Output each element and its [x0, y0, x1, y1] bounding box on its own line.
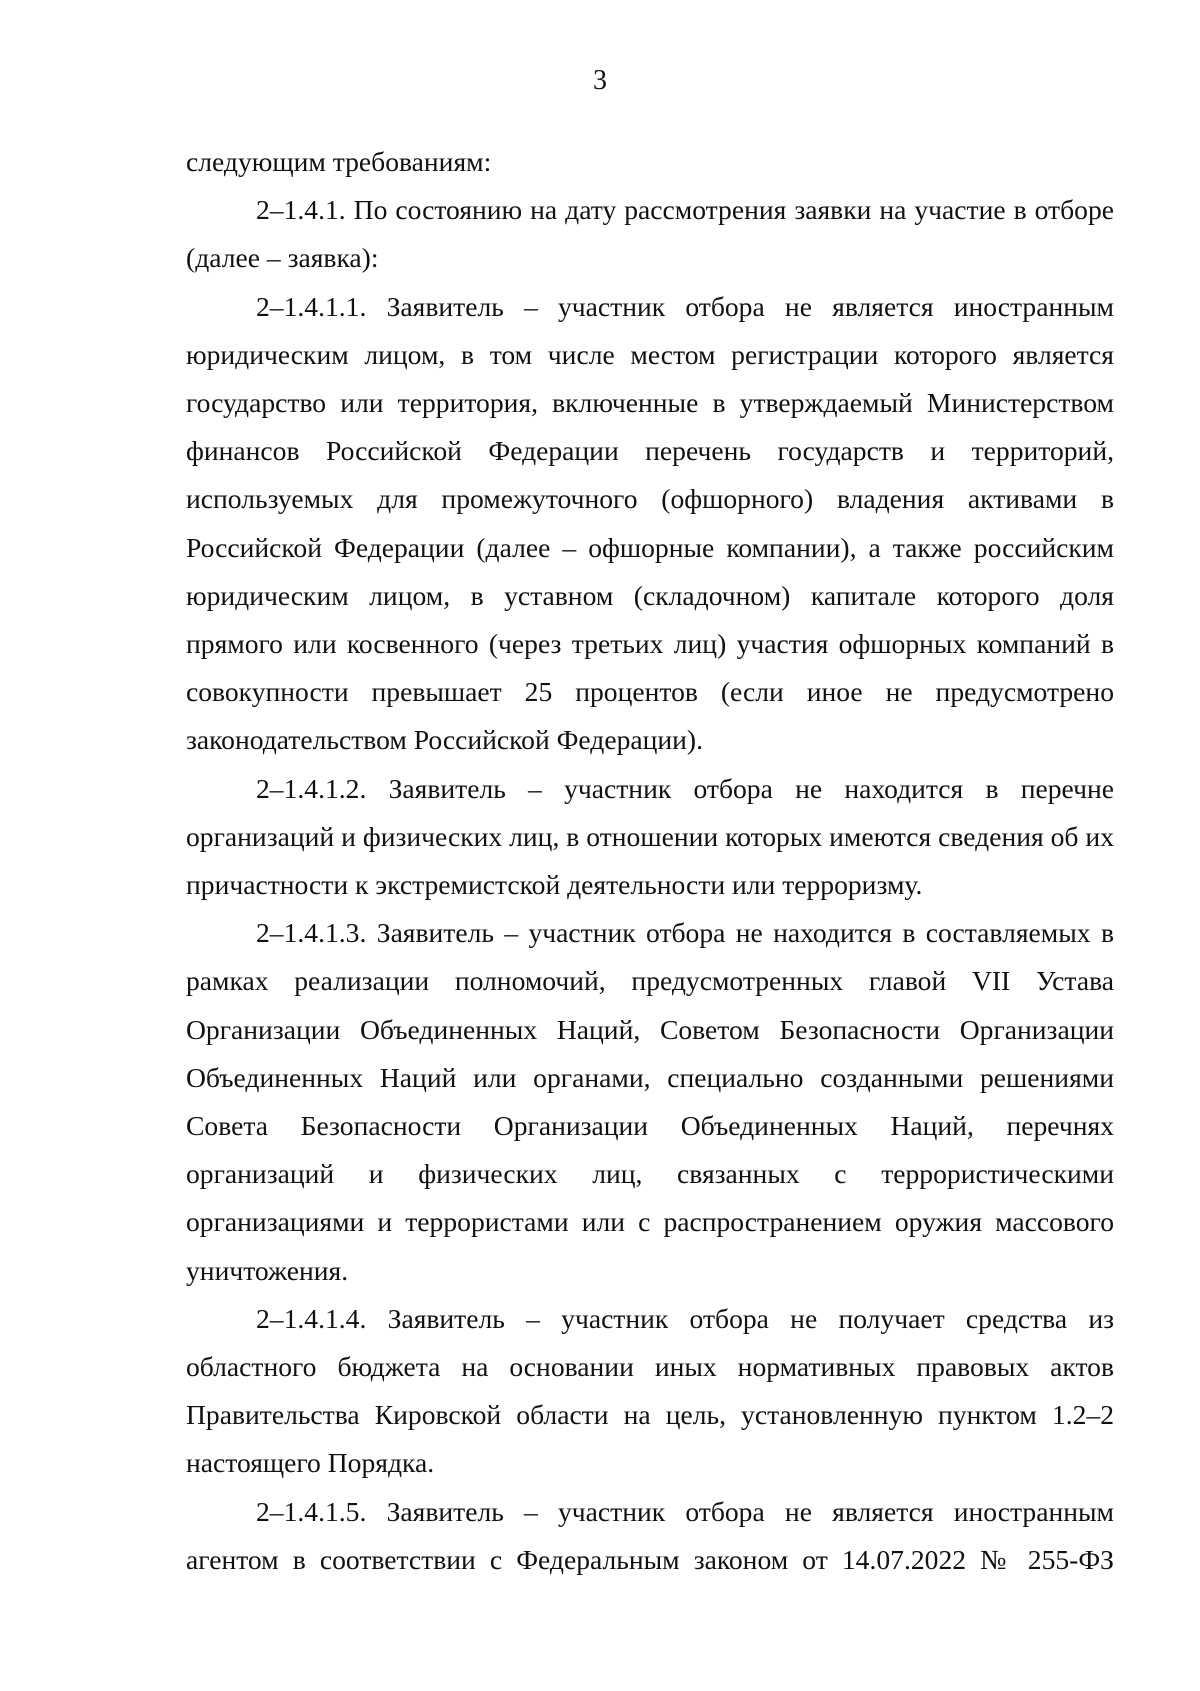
paragraph-continuation: следующим требованиям:: [186, 146, 492, 177]
paragraph-2-1-4-1-1: 2–1.4.1.1. Заявитель – участник отбора не является иностранным юридическим лицом, в том числе местом регистрации которого является государство или территория, включенные в утверждаемый Министерством финансов Российской Федерации перечень государств и территорий, используемых для промежуточного (офшорного) владения активами в Российской Федерации (далее – офшорные компании), а также российским юридическим лицом, в уставном (складочном) капитале которого доля прямого или косвенного (через третьих лиц) участия офшорных компаний в совокупности превышает 25 процентов (если иное не предусмотрено законодательством Российской Федерации).: [186, 290, 1114, 756]
document-body: [186, 138, 1114, 1584]
paragraph-2-1-4-1-2: 2–1.4.1.2. Заявитель – участник отбора не находится в перечне организаций и физических лиц, в отношении которых имеются сведения об их причастности к экстремистской деятельности или терроризму.: [186, 772, 1114, 901]
page-number: 3: [593, 65, 607, 96]
paragraph-2-1-4-1-3: 2–1.4.1.3. Заявитель – участник отбора не находится в составляемых в рамках реализации полномочий, предусмотренных главой VII Устава Организации Объединенных Наций, Советом Безопасности Организации Объединенных Наций или органами, специально созданными решениями Совета Безопасности Организации Объединенных Наций, перечнях организаций и физических лиц, связанных с террористическими организациями и террористами или с распространением оружия массового уничтожения.: [186, 917, 1114, 1286]
paragraph-2-1-4-1-5: 2–1.4.1.5. Заявитель – участник отбора не является иностранным агентом в соответствии с Федеральным законом от 14.07.2022 № 255-ФЗ: [186, 1495, 1114, 1575]
paragraph-2-1-4-1: 2–1.4.1. По состоянию на дату рассмотрения заявки на участие в отборе (далее – заявка):: [186, 194, 1114, 274]
paragraph-2-1-4-1-4: 2–1.4.1.4. Заявитель – участник отбора не получает средства из областного бюджета на основании иных нормативных правовых актов Правительства Кировской области на цель, установленную пунктом 1.2–2 настоящего Порядка.: [186, 1302, 1114, 1479]
